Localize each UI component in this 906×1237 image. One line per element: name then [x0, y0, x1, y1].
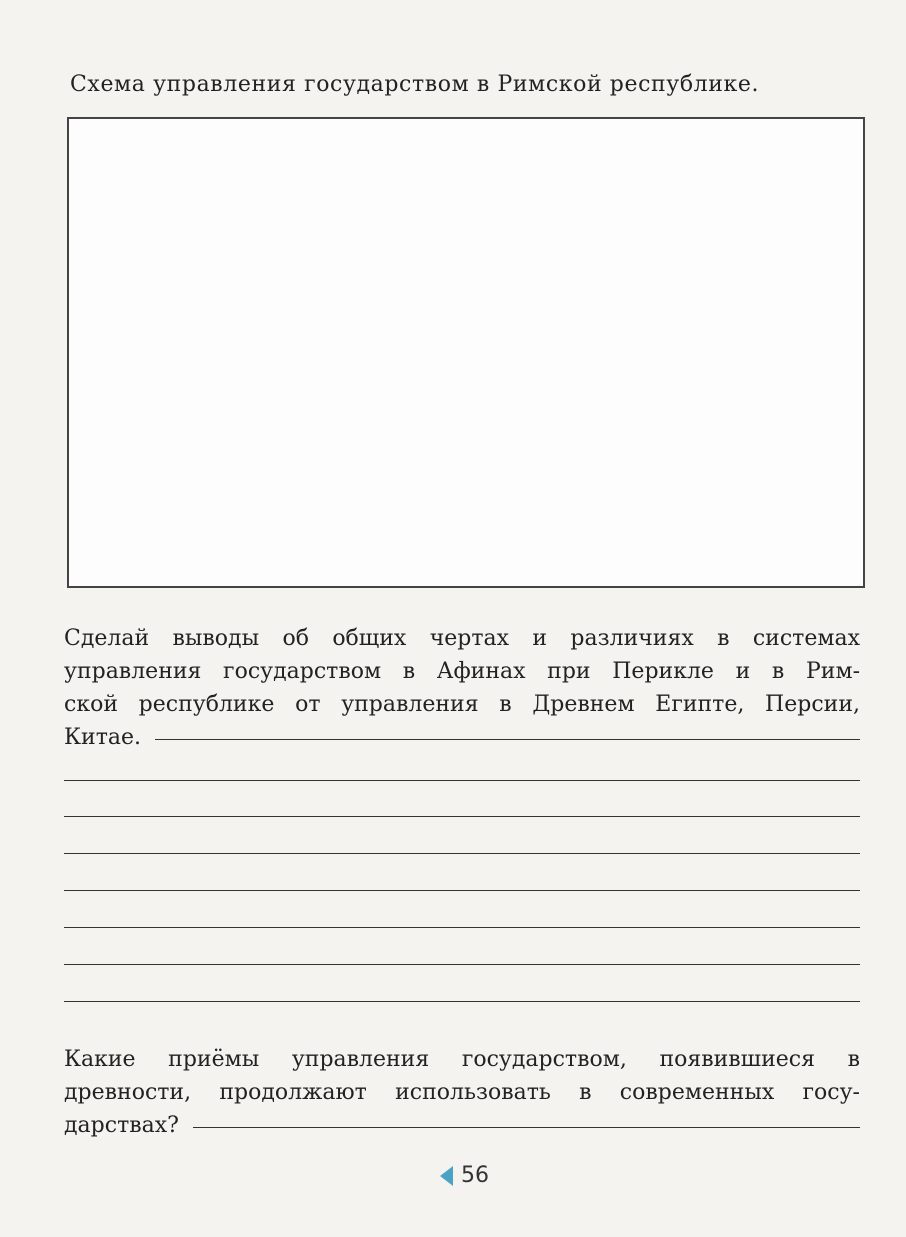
task2-answer-line[interactable]	[64, 927, 860, 928]
task3-line: древности, продолжают использовать в современных госу-	[64, 1080, 860, 1105]
task1-title: Схема управления государством в Римской республике.	[70, 72, 760, 97]
page-number	[440, 1163, 489, 1188]
task2-answer-line[interactable]	[64, 964, 860, 965]
task2-line: ской республике от управления в Древнем Египте, Персии,	[64, 692, 860, 717]
task3-text	[64, 1043, 860, 1142]
task2-line: Китае.	[64, 725, 141, 750]
task2-text	[64, 622, 860, 754]
task3-line: Какие приёмы управления государством, появившиеся в	[64, 1047, 860, 1072]
task2-line-with-answer	[64, 721, 860, 754]
task2-answer-line[interactable]	[64, 1001, 860, 1002]
task3-line-with-answer	[64, 1109, 860, 1142]
task3-line: дарствах?	[64, 1113, 179, 1138]
task2-line: управления государством в Афинах при Перикле и в Рим-	[64, 659, 860, 684]
task2-answer-line[interactable]	[64, 890, 860, 891]
task2-answer-line[interactable]	[64, 853, 860, 854]
task2-answer-line-inline[interactable]	[155, 739, 860, 740]
task3-answer-line-inline[interactable]	[193, 1127, 860, 1128]
task2-answer-line[interactable]	[64, 780, 860, 781]
page-number-text: 56	[461, 1163, 489, 1188]
task2-answer-line[interactable]	[64, 816, 860, 817]
page-marker-triangle-icon	[440, 1166, 453, 1186]
scheme-drawing-area[interactable]	[67, 117, 865, 588]
task2-line: Сделай выводы об общих чертах и различиях в системах	[64, 626, 860, 651]
